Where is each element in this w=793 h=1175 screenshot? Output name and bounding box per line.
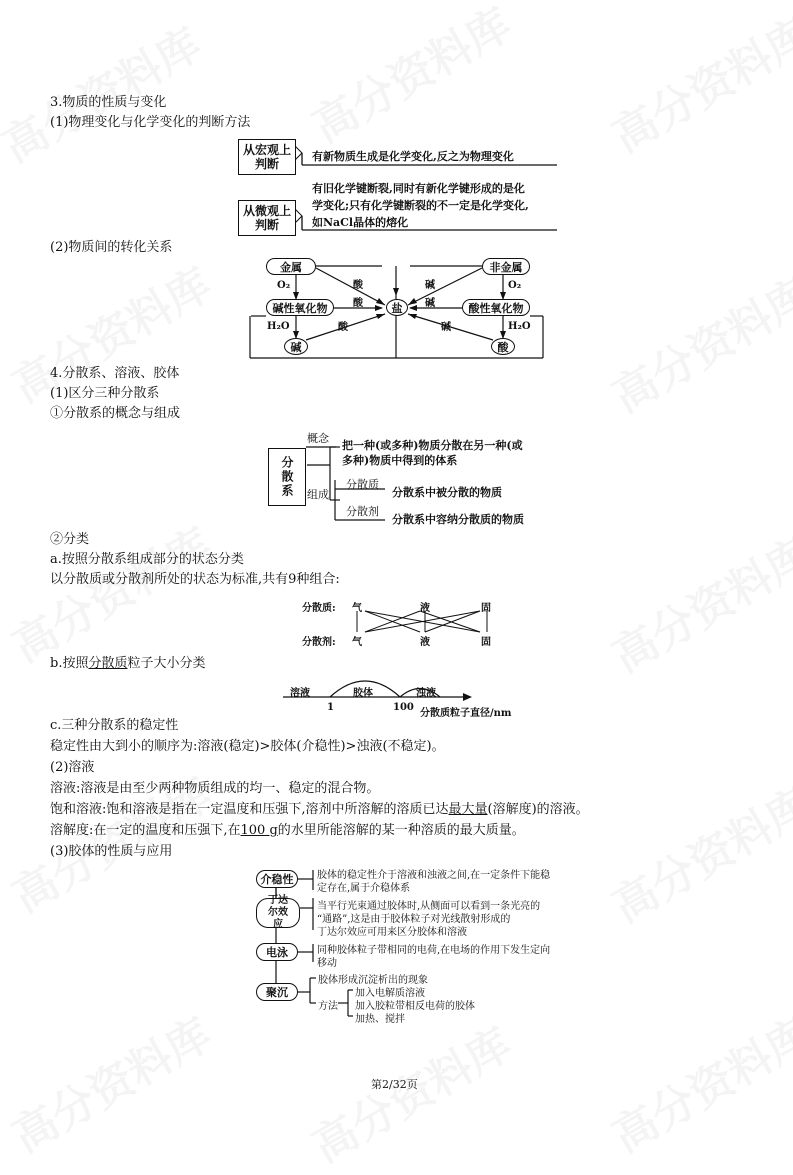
node-base: 碱 [284,338,308,355]
saturated-definition [50,802,589,818]
tyndall-text-3: 丁达尔效应可用来区分胶体和溶液 [317,927,467,938]
node-tyndall [256,895,300,930]
solubility-suffix: 的水里所能溶解的某一种溶质的最大质量。 [277,823,525,838]
classification-b-suffix: 粒子大小分类 [127,656,206,671]
page-footer: 第2/32页 [371,1078,418,1091]
solubility-definition [50,823,525,839]
size-colloid: 胶体 [353,688,373,699]
node-coagulation: 聚沉 [256,983,298,1001]
section-4-sub3: (3)胶体的性质与应用 [50,844,173,859]
label-o2-left: O₂ [277,280,291,291]
node-acidic-oxide: 酸性氧化物 [462,299,530,316]
section-4-sub1a: ①分散系的概念与组成 [50,406,181,421]
coag-method-3: 加热、搅拌 [355,1014,405,1025]
concept-text-2: 多种)物质中得到的体系 [342,454,458,467]
micro-judge-box [238,200,296,236]
classification-a-text: 以分散质或分散剂所处的状态为标准,共有9种组合: [50,572,340,587]
saturated-prefix: 饱和溶液:饱和溶液是指在一定温度和压强下,溶剂中所溶解的溶质已达 [50,802,449,817]
composition-label: 组成 [307,488,329,501]
label-h2o-left: H₂O [267,321,290,332]
section-4-sub1: (1)区分三种分散系 [50,386,160,401]
node-electrophoresis: 电泳 [256,943,298,961]
dispersoid-text: 分散系中被分散的物质 [392,486,502,499]
concept-text-1: 把一种(或多种)物质分散在另一种(或 [342,439,523,452]
dispersant-text: 分散系中容纳分散质的物质 [392,513,524,526]
solution-definition: 溶液:溶液是由至少两种物质组成的均一、稳定的混合物。 [50,781,380,796]
label-base-top: 碱 [425,280,435,291]
label-acid-top: 酸 [353,280,363,291]
tyndall-text-1: 当平行光束通过胶体时,从侧面可以看到一条光亮的 [317,901,541,912]
combo-top-liquid: 液 [420,603,430,614]
classification-b [50,656,206,672]
saturated-underlined: 最大量 [448,802,488,817]
label-o2-right: O₂ [508,280,522,291]
combo-bottom-gas: 气 [352,637,362,648]
size-solution: 溶液 [290,688,310,699]
macro-judge-box [238,139,296,175]
combo-top-solid: 固 [481,603,491,614]
label-base-low: 碱 [441,322,451,333]
section-3-sub2: (2)物质间的转化关系 [50,240,173,255]
solubility-prefix: 溶解度:在一定的温度和压强下,在 [50,823,241,838]
size-tick-100: 100 [393,702,414,713]
dispersion-root-box [268,448,306,506]
label-h2o-right: H₂O [508,321,531,332]
classification-c: c.三种分散系的稳定性 [50,718,179,733]
node-nonmetal: 非金属 [482,258,530,275]
metastable-text-2: 定存在,属于介稳体系 [317,883,411,894]
size-axis-label: 分散质粒子直径/nm [420,708,512,719]
node-metal: 金属 [266,258,316,275]
section-3-sub1: (1)物理变化与化学变化的判断方法 [50,115,251,130]
coag-text-1: 胶体形成沉淀析出的现象 [318,975,428,986]
metastable-text-1: 胶体的稳定性介于溶液和浊液之间,在一定条件下能稳 [317,870,551,881]
solubility-underlined: 100 g [240,823,278,838]
size-tick-1: 1 [327,702,334,713]
classification-b-underlined: 分散质 [88,656,128,671]
dispersant-label: 分散剂 [346,505,379,518]
classification-a: a.按照分散系组成部分的状态分类 [50,552,244,567]
section-3-heading: 3.物质的性质与变化 [50,95,167,110]
label-acid-mid: 酸 [353,298,363,309]
macro-judge-text: 有新物质生成是化学变化,反之为物理变化 [312,150,514,163]
node-basic-oxide: 碱性氧化物 [266,299,334,316]
dispersion-root-label: 分散系 [280,456,294,498]
micro-judge-text-3: 如NaCl晶体的熔化 [312,216,409,229]
section-4-heading: 4.分散系、溶液、胶体 [50,366,180,381]
micro-judge-label: 从微观上判断 [242,204,291,232]
label-acid-low: 酸 [338,322,348,333]
size-suspension: 浊液 [416,688,436,699]
micro-judge-text-2: 学变化;只有化学键断裂的不一定是化学变化, [312,199,529,212]
coag-method-2: 加入胶粒带相反电荷的胶体 [355,1001,475,1012]
node-metastable: 介稳性 [256,870,298,888]
combo-dispersant-label: 分散剂: [302,637,336,648]
saturated-suffix: (溶解度)的溶液。 [487,802,589,817]
section-4-sub1b: ②分类 [50,532,90,547]
node-acid: 酸 [491,338,515,355]
coag-method: 方法 [318,1001,338,1012]
coag-method-1: 加入电解质溶液 [355,988,425,999]
node-salt: 盐 [386,299,408,316]
node-tyndall-label: 丁达尔效应 [268,895,288,930]
label-base-mid: 碱 [425,298,435,309]
electro-text-1: 同种胶体粒子带相同的电荷,在电场的作用下发生定向 [317,945,551,956]
combo-bottom-solid: 固 [481,637,491,648]
combo-bottom-liquid: 液 [420,637,430,648]
macro-judge-label: 从宏观上判断 [242,143,291,171]
classification-b-prefix: b.按照 [50,656,89,671]
concept-label: 概念 [307,432,329,445]
micro-judge-text-1: 有旧化学键断裂,同时有新化学键形成的是化 [312,182,525,195]
section-4-sub2: (2)溶液 [50,760,95,775]
electro-text-2: 移动 [317,958,337,969]
combo-dispersoid-label: 分散质: [302,603,336,614]
dispersoid-label: 分散质 [346,478,379,491]
tyndall-text-2: “通路”,这是由于胶体粒子对光线散射形成的 [317,914,511,925]
combo-top-gas: 气 [352,603,362,614]
classification-c-text: 稳定性由大到小的顺序为:溶液(稳定)>胶体(介稳性)>浊液(不稳定)。 [50,739,445,754]
